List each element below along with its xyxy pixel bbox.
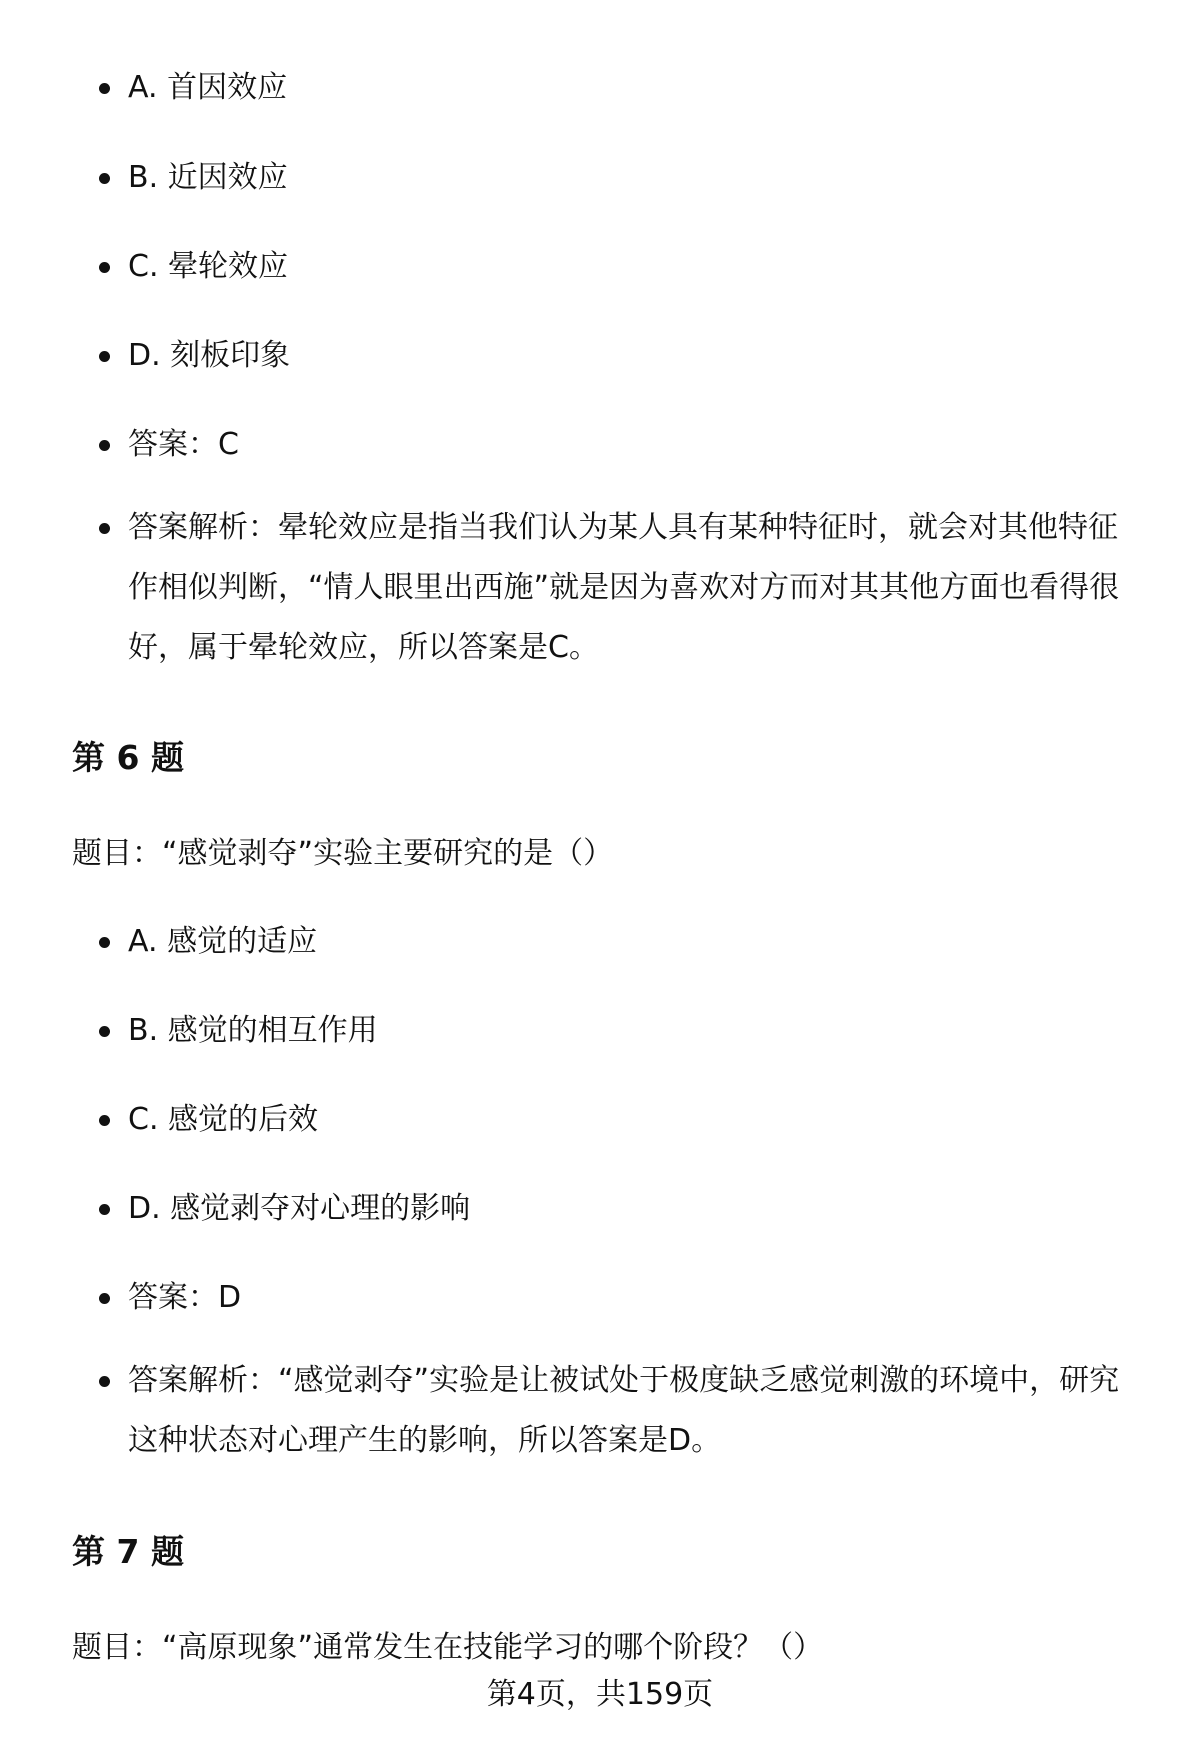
bullet-icon — [99, 1376, 110, 1387]
bullet-icon — [99, 1026, 110, 1037]
option-c: C. 晕轮效应 — [0, 237, 1200, 297]
page-number: 第4页，共159页 — [486, 1677, 714, 1712]
option-b: B. 感觉的相互作用 — [0, 1001, 1200, 1061]
answer: 答案：C — [0, 415, 1200, 475]
answer: 答案：D — [0, 1268, 1200, 1328]
option-d: D. 感觉剥夺对心理的影响 — [0, 1179, 1200, 1239]
q5-options — [0, 58, 1200, 678]
option-b: B. 近因效应 — [0, 148, 1200, 208]
q6-options — [0, 912, 1200, 1471]
option-d: D. 刻板印象 — [0, 326, 1200, 386]
question-stem: 题目：“高原现象”通常发生在技能学习的哪个阶段？（） — [72, 1630, 824, 1665]
question-stem: 题目：“感觉剥夺”实验主要研究的是（） — [72, 836, 614, 871]
bullet-icon — [99, 937, 110, 948]
bullet-icon — [99, 262, 110, 273]
bullet-icon — [99, 83, 110, 94]
option-a: A. 首因效应 — [0, 58, 1200, 118]
option-c: C. 感觉的后效 — [0, 1090, 1200, 1150]
answer-explanation: 答案解析：晕轮效应是指当我们认为某人具有某种特征时，就会对其他特征作相似判断，“情人眼里出西施”就是因为喜欢对方而对其其他方面也看得很好，属于晕轮效应，所以答案是C。 — [0, 498, 1200, 678]
bullet-icon — [99, 351, 110, 362]
question-heading: 第 6 题 — [72, 738, 184, 777]
question-heading: 第 7 题 — [72, 1532, 184, 1571]
bullet-icon — [99, 1115, 110, 1126]
bullet-icon — [99, 1293, 110, 1304]
bullet-icon — [99, 173, 110, 184]
bullet-icon — [99, 1204, 110, 1215]
bullet-icon — [99, 440, 110, 451]
bullet-icon — [99, 523, 110, 534]
answer-explanation: 答案解析：“感觉剥夺”实验是让被试处于极度缺乏感觉刺激的环境中，研究这种状态对心理产生的影响，所以答案是D。 — [0, 1351, 1200, 1471]
option-a: A. 感觉的适应 — [0, 912, 1200, 972]
